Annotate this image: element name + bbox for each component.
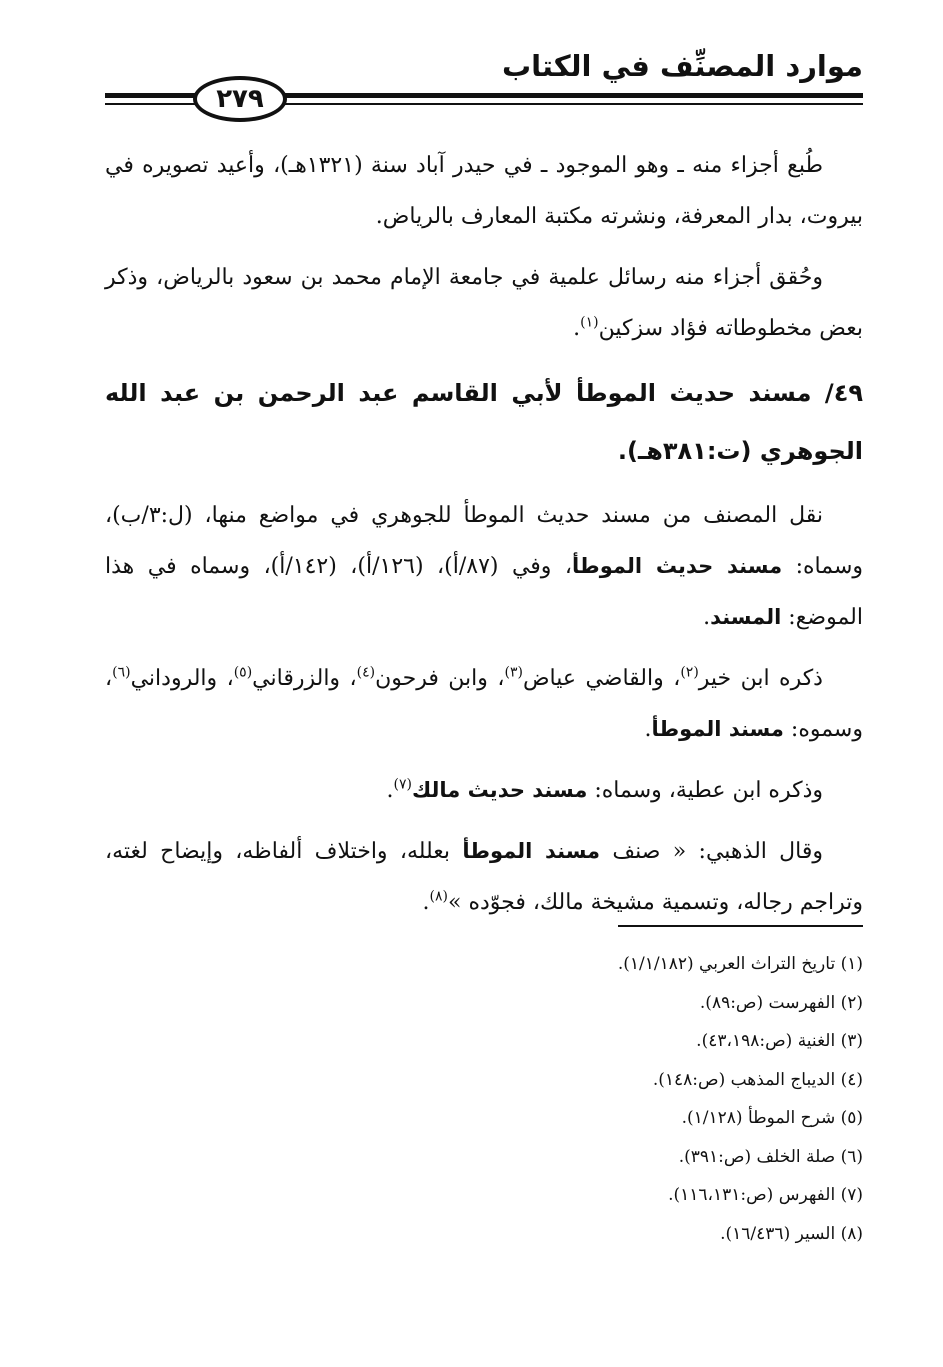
- paragraph-editions: وحُقق أجزاء منه رسائل علمية في جامعة الإمام محمد بن سعود بالرياض، وذكر بعض مخطوطاته فؤاد سزكين$^{(١)}$.: [105, 265, 863, 341]
- footnote-ref-2: (٢): [680, 664, 699, 681]
- footnote-ref-5: (٥): [233, 664, 253, 681]
- footnote-ref-3: (٣): [504, 664, 523, 681]
- footnote-item: (٧) الفهرس (ص:١١٦،١٣١).: [668, 1185, 863, 1205]
- paragraph-editions-text: وحُقق أجزاء منه رسائل علمية في جامعة الإمام محمد بن سعود بالرياض، وذكر بعض مخطوطاته فؤاد سزكين: [105, 265, 863, 341]
- text-span: ذكره ابن خير: [698, 666, 823, 691]
- footnote-ref-8: (٨): [429, 888, 448, 905]
- main-text: [105, 140, 863, 938]
- bold-title: مسند الموطأ: [462, 839, 601, 863]
- text-span: ، وابن فرحون: [375, 666, 505, 691]
- paragraph-ibn-atiyya: وذكره ابن عطية، وسماه: مسند حديث مالك$^{(٧)}$.: [386, 776, 823, 803]
- paragraph-dhahabi: وقال الذهبي: « صنف مسند الموطأ بعلله، واختلاف ألفاظه، وإيضاح لغته، وتراجم رجاله، وتسمية مشيخة مالك، فجوّده »$^{(٨)}$.: [105, 839, 863, 915]
- footnote-ref-1: (١): [580, 314, 599, 331]
- text-span: بعلله، واختلاف ألفاظه، وإيضاح لغته، وتراجم رجاله، وتسمية مشيخة مالك، فجوّده »: [105, 839, 863, 915]
- footnote-ref-7: (٧): [393, 776, 412, 793]
- bold-title: مسند حديث مالك: [411, 778, 588, 802]
- footnote-item: (١) تاريخ التراث العربي (١/١/١٨٢).: [617, 954, 863, 974]
- footnote-item: (٥) شرح الموطأ (١/١٢٨).: [681, 1108, 863, 1128]
- footnote-item: (٣) الغنية (ص:٤٣،١٩٨).: [696, 1031, 863, 1051]
- text-span: ، وسموه:: [105, 666, 863, 742]
- bold-title: مسند الموطأ: [651, 717, 784, 741]
- text-span: وذكره ابن عطية، وسماه:: [594, 778, 823, 803]
- text-span: ، وفي (٨٧/أ)، (١٢٦/أ)، (١٤٢/أ)، وسماه في هذا الموضع:: [105, 554, 863, 630]
- running-title: موارد المصنِّف في الكتاب: [501, 49, 863, 83]
- entry-heading: ٤٩/ مسند حديث الموطأ لأبي القاسم عبد الرحمن بن عبد الله الجوهري (ت:٣٨١هـ).: [105, 379, 863, 465]
- footnote-item: (٨) السير (١٦/٤٣٦).: [720, 1223, 863, 1244]
- bold-title: مسند حديث الموطأ: [572, 554, 783, 578]
- footnote-item: (٤) الديباج المذهب (ص:١٤٨).: [652, 1069, 863, 1090]
- footnote-item: (٢) الفهرست (ص:٨٩).: [699, 992, 863, 1013]
- footnotes-list: [163, 945, 863, 1253]
- text-span: ، والقاضي عياض: [522, 666, 681, 691]
- footnote-divider: [618, 925, 863, 927]
- text-span: وقال الذهبي: « صنف: [612, 839, 824, 864]
- text-span: ، والزرقاني: [252, 666, 357, 691]
- page-number: ٢٧٩: [193, 76, 287, 122]
- paragraph-printing: طُبع أجزاء منه ـ وهو الموجود ـ في حيدر آباد سنة (١٣٢١هـ)، وأعيد تصويره في بيروت، بدار المعرفة، ونشرته مكتبة المعارف بالرياض.: [105, 153, 863, 229]
- paragraph-mentions: ذكره ابن خير$^{(٢)}$، والقاضي عياض$^{(٣)}$، وابن فرحون$^{(٤)}$، والزرقاني$^{(٥)}$، والروداني$^{(٦)}$، وسموه: مسند الموطأ.: [105, 664, 863, 742]
- footnote-ref-4: (٤): [356, 664, 376, 681]
- paragraph-sources: نقل المصنف من مسند حديث الموطأ للجوهري في مواضع منها، (ل:٣/ب)، وسماه: مسند حديث الموطأ، وفي (٨٧/أ)، (١٢٦/أ)، (١٤٢/أ)، وسماه في هذا الموضع: المسند.: [105, 503, 863, 630]
- bold-title: المسند: [710, 605, 782, 629]
- text-span: ، والروداني: [130, 666, 234, 691]
- footnote-ref-6: (٦): [112, 664, 131, 681]
- footnote-item: (٦) صلة الخلف (ص:٣٩١).: [678, 1146, 863, 1167]
- page-header: [105, 46, 863, 126]
- text-span: نقل المصنف من مسند حديث الموطأ للجوهري في مواضع منها، (ل:٣/ب)، وسماه:: [105, 503, 863, 579]
